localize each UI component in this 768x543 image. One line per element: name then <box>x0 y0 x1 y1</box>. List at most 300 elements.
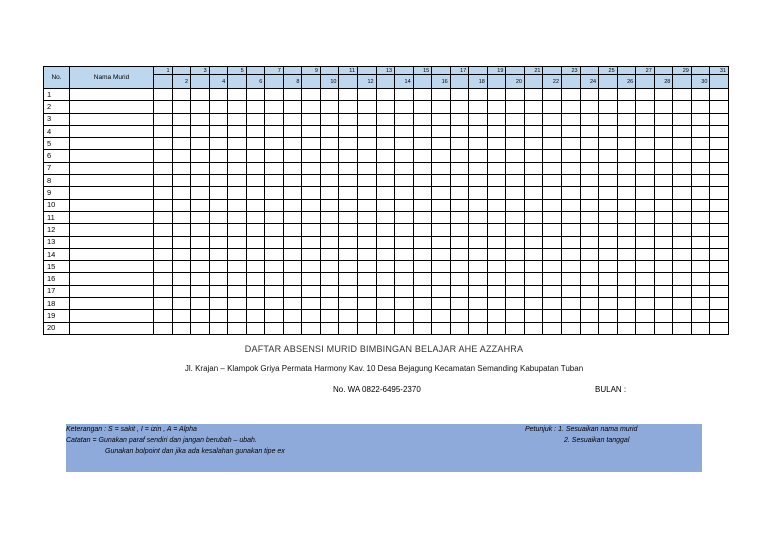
attendance-cell[interactable] <box>358 175 377 187</box>
attendance-cell[interactable] <box>283 175 302 187</box>
attendance-cell[interactable] <box>376 236 395 248</box>
attendance-cell[interactable] <box>209 113 228 125</box>
attendance-cell[interactable] <box>246 187 265 199</box>
attendance-cell[interactable] <box>395 187 414 199</box>
attendance-cell[interactable] <box>691 125 710 137</box>
attendance-cell[interactable] <box>691 89 710 101</box>
attendance-cell[interactable] <box>691 285 710 297</box>
attendance-cell[interactable] <box>654 236 673 248</box>
attendance-cell[interactable] <box>246 113 265 125</box>
attendance-cell[interactable] <box>320 101 339 113</box>
attendance-cell[interactable] <box>154 285 173 297</box>
attendance-cell[interactable] <box>673 113 692 125</box>
attendance-cell[interactable] <box>543 298 562 310</box>
attendance-cell[interactable] <box>506 273 525 285</box>
attendance-cell[interactable] <box>617 298 636 310</box>
attendance-cell[interactable] <box>599 175 618 187</box>
attendance-cell[interactable] <box>450 162 469 174</box>
attendance-cell[interactable] <box>636 162 655 174</box>
attendance-cell[interactable] <box>191 199 210 211</box>
attendance-cell[interactable] <box>562 101 581 113</box>
attendance-cell[interactable] <box>617 150 636 162</box>
attendance-cell[interactable] <box>172 285 191 297</box>
attendance-cell[interactable] <box>358 162 377 174</box>
attendance-cell[interactable] <box>154 261 173 273</box>
attendance-cell[interactable] <box>617 125 636 137</box>
attendance-cell[interactable] <box>654 224 673 236</box>
attendance-cell[interactable] <box>413 101 432 113</box>
attendance-cell[interactable] <box>228 236 247 248</box>
attendance-cell[interactable] <box>191 310 210 322</box>
attendance-cell[interactable] <box>154 150 173 162</box>
attendance-cell[interactable] <box>506 187 525 199</box>
attendance-cell[interactable] <box>320 298 339 310</box>
attendance-cell[interactable] <box>524 285 543 297</box>
attendance-cell[interactable] <box>358 150 377 162</box>
attendance-cell[interactable] <box>358 187 377 199</box>
attendance-cell[interactable] <box>487 138 506 150</box>
attendance-cell[interactable] <box>580 199 599 211</box>
attendance-cell[interactable] <box>710 224 729 236</box>
attendance-cell[interactable] <box>339 187 358 199</box>
attendance-cell[interactable] <box>154 211 173 223</box>
attendance-cell[interactable] <box>302 224 321 236</box>
attendance-cell[interactable] <box>191 125 210 137</box>
attendance-cell[interactable] <box>506 175 525 187</box>
attendance-cell[interactable] <box>228 162 247 174</box>
attendance-cell[interactable] <box>191 298 210 310</box>
attendance-cell[interactable] <box>506 89 525 101</box>
attendance-cell[interactable] <box>617 248 636 260</box>
attendance-cell[interactable] <box>636 199 655 211</box>
attendance-cell[interactable] <box>432 236 451 248</box>
attendance-cell[interactable] <box>487 199 506 211</box>
attendance-cell[interactable] <box>339 175 358 187</box>
attendance-cell[interactable] <box>580 322 599 334</box>
attendance-cell[interactable] <box>599 138 618 150</box>
attendance-cell[interactable] <box>469 211 488 223</box>
attendance-cell[interactable] <box>654 162 673 174</box>
attendance-cell[interactable] <box>691 273 710 285</box>
attendance-cell[interactable] <box>562 211 581 223</box>
attendance-cell[interactable] <box>617 224 636 236</box>
attendance-cell[interactable] <box>265 199 284 211</box>
attendance-cell[interactable] <box>320 138 339 150</box>
attendance-cell[interactable] <box>265 310 284 322</box>
attendance-cell[interactable] <box>710 162 729 174</box>
attendance-cell[interactable] <box>636 138 655 150</box>
attendance-cell[interactable] <box>413 248 432 260</box>
attendance-cell[interactable] <box>413 261 432 273</box>
attendance-cell[interactable] <box>320 211 339 223</box>
attendance-cell[interactable] <box>246 224 265 236</box>
attendance-cell[interactable] <box>469 248 488 260</box>
attendance-cell[interactable] <box>487 224 506 236</box>
attendance-cell[interactable] <box>710 261 729 273</box>
attendance-cell[interactable] <box>209 248 228 260</box>
attendance-cell[interactable] <box>710 187 729 199</box>
attendance-cell[interactable] <box>413 199 432 211</box>
attendance-cell[interactable] <box>487 211 506 223</box>
attendance-cell[interactable] <box>617 101 636 113</box>
attendance-cell[interactable] <box>654 261 673 273</box>
attendance-cell[interactable] <box>246 211 265 223</box>
attendance-cell[interactable] <box>172 273 191 285</box>
attendance-cell[interactable] <box>691 248 710 260</box>
attendance-cell[interactable] <box>209 236 228 248</box>
attendance-cell[interactable] <box>209 89 228 101</box>
attendance-cell[interactable] <box>191 101 210 113</box>
attendance-cell[interactable] <box>506 298 525 310</box>
attendance-cell[interactable] <box>673 285 692 297</box>
attendance-cell[interactable] <box>413 175 432 187</box>
attendance-cell[interactable] <box>524 236 543 248</box>
attendance-cell[interactable] <box>209 199 228 211</box>
attendance-cell[interactable] <box>395 162 414 174</box>
attendance-cell[interactable] <box>543 113 562 125</box>
attendance-cell[interactable] <box>580 224 599 236</box>
attendance-cell[interactable] <box>487 310 506 322</box>
attendance-cell[interactable] <box>376 162 395 174</box>
student-name-cell[interactable] <box>70 187 154 199</box>
attendance-cell[interactable] <box>599 273 618 285</box>
attendance-cell[interactable] <box>154 175 173 187</box>
attendance-cell[interactable] <box>487 125 506 137</box>
attendance-cell[interactable] <box>487 150 506 162</box>
student-name-cell[interactable] <box>70 125 154 137</box>
attendance-cell[interactable] <box>636 261 655 273</box>
attendance-cell[interactable] <box>580 261 599 273</box>
attendance-cell[interactable] <box>358 248 377 260</box>
attendance-cell[interactable] <box>302 187 321 199</box>
attendance-cell[interactable] <box>599 199 618 211</box>
attendance-cell[interactable] <box>376 285 395 297</box>
attendance-cell[interactable] <box>302 261 321 273</box>
attendance-cell[interactable] <box>710 298 729 310</box>
attendance-cell[interactable] <box>191 236 210 248</box>
student-name-cell[interactable] <box>70 138 154 150</box>
attendance-cell[interactable] <box>395 125 414 137</box>
attendance-cell[interactable] <box>599 322 618 334</box>
student-name-cell[interactable] <box>70 273 154 285</box>
attendance-cell[interactable] <box>172 298 191 310</box>
attendance-cell[interactable] <box>320 187 339 199</box>
attendance-cell[interactable] <box>432 101 451 113</box>
attendance-cell[interactable] <box>246 101 265 113</box>
attendance-cell[interactable] <box>358 224 377 236</box>
attendance-cell[interactable] <box>654 187 673 199</box>
attendance-cell[interactable] <box>191 322 210 334</box>
attendance-cell[interactable] <box>673 162 692 174</box>
attendance-cell[interactable] <box>265 236 284 248</box>
attendance-cell[interactable] <box>302 248 321 260</box>
attendance-cell[interactable] <box>376 89 395 101</box>
attendance-cell[interactable] <box>654 89 673 101</box>
attendance-cell[interactable] <box>358 298 377 310</box>
attendance-cell[interactable] <box>246 248 265 260</box>
attendance-cell[interactable] <box>673 310 692 322</box>
attendance-cell[interactable] <box>543 162 562 174</box>
attendance-cell[interactable] <box>265 224 284 236</box>
attendance-cell[interactable] <box>580 211 599 223</box>
attendance-cell[interactable] <box>432 113 451 125</box>
attendance-cell[interactable] <box>469 101 488 113</box>
attendance-cell[interactable] <box>320 89 339 101</box>
attendance-cell[interactable] <box>673 248 692 260</box>
attendance-cell[interactable] <box>432 322 451 334</box>
attendance-cell[interactable] <box>673 101 692 113</box>
attendance-cell[interactable] <box>191 175 210 187</box>
attendance-cell[interactable] <box>302 175 321 187</box>
attendance-cell[interactable] <box>246 273 265 285</box>
attendance-cell[interactable] <box>543 224 562 236</box>
attendance-cell[interactable] <box>450 322 469 334</box>
attendance-cell[interactable] <box>172 248 191 260</box>
attendance-cell[interactable] <box>636 273 655 285</box>
attendance-cell[interactable] <box>710 199 729 211</box>
attendance-cell[interactable] <box>283 199 302 211</box>
attendance-cell[interactable] <box>617 162 636 174</box>
attendance-cell[interactable] <box>246 322 265 334</box>
attendance-cell[interactable] <box>395 89 414 101</box>
attendance-cell[interactable] <box>450 175 469 187</box>
attendance-cell[interactable] <box>654 138 673 150</box>
attendance-cell[interactable] <box>172 101 191 113</box>
attendance-cell[interactable] <box>265 101 284 113</box>
attendance-cell[interactable] <box>636 175 655 187</box>
attendance-cell[interactable] <box>710 138 729 150</box>
attendance-cell[interactable] <box>543 199 562 211</box>
attendance-cell[interactable] <box>469 113 488 125</box>
attendance-cell[interactable] <box>543 322 562 334</box>
attendance-cell[interactable] <box>487 89 506 101</box>
attendance-cell[interactable] <box>191 248 210 260</box>
attendance-cell[interactable] <box>209 101 228 113</box>
attendance-cell[interactable] <box>562 236 581 248</box>
attendance-cell[interactable] <box>302 310 321 322</box>
attendance-cell[interactable] <box>358 322 377 334</box>
attendance-cell[interactable] <box>599 125 618 137</box>
student-name-cell[interactable] <box>70 310 154 322</box>
attendance-cell[interactable] <box>358 211 377 223</box>
attendance-cell[interactable] <box>432 162 451 174</box>
attendance-cell[interactable] <box>395 113 414 125</box>
attendance-cell[interactable] <box>580 113 599 125</box>
attendance-cell[interactable] <box>302 211 321 223</box>
attendance-cell[interactable] <box>358 89 377 101</box>
attendance-cell[interactable] <box>543 125 562 137</box>
attendance-cell[interactable] <box>562 125 581 137</box>
attendance-cell[interactable] <box>432 310 451 322</box>
attendance-cell[interactable] <box>413 211 432 223</box>
attendance-cell[interactable] <box>673 138 692 150</box>
attendance-cell[interactable] <box>228 248 247 260</box>
attendance-cell[interactable] <box>358 113 377 125</box>
attendance-cell[interactable] <box>395 224 414 236</box>
attendance-cell[interactable] <box>265 273 284 285</box>
attendance-cell[interactable] <box>339 89 358 101</box>
attendance-cell[interactable] <box>654 150 673 162</box>
attendance-cell[interactable] <box>191 285 210 297</box>
attendance-cell[interactable] <box>469 175 488 187</box>
student-name-cell[interactable] <box>70 162 154 174</box>
attendance-cell[interactable] <box>469 150 488 162</box>
attendance-cell[interactable] <box>154 162 173 174</box>
attendance-cell[interactable] <box>432 261 451 273</box>
attendance-cell[interactable] <box>432 138 451 150</box>
attendance-cell[interactable] <box>487 298 506 310</box>
attendance-cell[interactable] <box>636 187 655 199</box>
attendance-cell[interactable] <box>432 125 451 137</box>
attendance-cell[interactable] <box>487 248 506 260</box>
attendance-cell[interactable] <box>339 261 358 273</box>
attendance-cell[interactable] <box>302 298 321 310</box>
attendance-cell[interactable] <box>580 298 599 310</box>
attendance-cell[interactable] <box>246 150 265 162</box>
attendance-cell[interactable] <box>524 113 543 125</box>
attendance-cell[interactable] <box>506 310 525 322</box>
attendance-cell[interactable] <box>395 138 414 150</box>
attendance-cell[interactable] <box>487 175 506 187</box>
attendance-cell[interactable] <box>580 236 599 248</box>
attendance-cell[interactable] <box>543 248 562 260</box>
attendance-cell[interactable] <box>358 236 377 248</box>
attendance-cell[interactable] <box>524 310 543 322</box>
attendance-cell[interactable] <box>209 261 228 273</box>
attendance-cell[interactable] <box>172 199 191 211</box>
attendance-cell[interactable] <box>246 199 265 211</box>
attendance-cell[interactable] <box>302 162 321 174</box>
attendance-cell[interactable] <box>265 211 284 223</box>
attendance-cell[interactable] <box>710 273 729 285</box>
attendance-cell[interactable] <box>228 101 247 113</box>
attendance-cell[interactable] <box>599 162 618 174</box>
attendance-cell[interactable] <box>265 322 284 334</box>
attendance-cell[interactable] <box>487 285 506 297</box>
attendance-cell[interactable] <box>617 138 636 150</box>
attendance-cell[interactable] <box>283 211 302 223</box>
attendance-cell[interactable] <box>376 224 395 236</box>
attendance-cell[interactable] <box>228 322 247 334</box>
attendance-cell[interactable] <box>246 285 265 297</box>
attendance-cell[interactable] <box>320 310 339 322</box>
attendance-cell[interactable] <box>154 248 173 260</box>
attendance-cell[interactable] <box>191 89 210 101</box>
attendance-cell[interactable] <box>469 199 488 211</box>
attendance-cell[interactable] <box>450 101 469 113</box>
attendance-cell[interactable] <box>506 236 525 248</box>
attendance-cell[interactable] <box>339 322 358 334</box>
attendance-cell[interactable] <box>506 150 525 162</box>
attendance-cell[interactable] <box>617 187 636 199</box>
attendance-cell[interactable] <box>691 298 710 310</box>
attendance-cell[interactable] <box>209 125 228 137</box>
attendance-cell[interactable] <box>450 310 469 322</box>
attendance-cell[interactable] <box>283 89 302 101</box>
attendance-cell[interactable] <box>710 310 729 322</box>
attendance-cell[interactable] <box>599 298 618 310</box>
attendance-cell[interactable] <box>283 101 302 113</box>
student-name-cell[interactable] <box>70 236 154 248</box>
attendance-cell[interactable] <box>302 285 321 297</box>
attendance-cell[interactable] <box>562 187 581 199</box>
attendance-cell[interactable] <box>265 150 284 162</box>
attendance-cell[interactable] <box>302 150 321 162</box>
attendance-cell[interactable] <box>636 150 655 162</box>
attendance-cell[interactable] <box>636 298 655 310</box>
attendance-cell[interactable] <box>562 261 581 273</box>
attendance-cell[interactable] <box>599 101 618 113</box>
attendance-cell[interactable] <box>302 101 321 113</box>
attendance-cell[interactable] <box>376 248 395 260</box>
attendance-cell[interactable] <box>710 175 729 187</box>
attendance-cell[interactable] <box>562 298 581 310</box>
attendance-cell[interactable] <box>636 322 655 334</box>
attendance-cell[interactable] <box>580 125 599 137</box>
attendance-cell[interactable] <box>617 322 636 334</box>
attendance-cell[interactable] <box>543 150 562 162</box>
attendance-cell[interactable] <box>302 89 321 101</box>
attendance-cell[interactable] <box>506 285 525 297</box>
attendance-cell[interactable] <box>172 236 191 248</box>
attendance-cell[interactable] <box>506 101 525 113</box>
attendance-cell[interactable] <box>228 150 247 162</box>
attendance-cell[interactable] <box>673 150 692 162</box>
attendance-cell[interactable] <box>376 310 395 322</box>
attendance-cell[interactable] <box>320 273 339 285</box>
attendance-cell[interactable] <box>283 322 302 334</box>
attendance-cell[interactable] <box>413 187 432 199</box>
attendance-cell[interactable] <box>580 273 599 285</box>
attendance-cell[interactable] <box>673 298 692 310</box>
attendance-cell[interactable] <box>172 150 191 162</box>
attendance-cell[interactable] <box>469 224 488 236</box>
attendance-cell[interactable] <box>283 138 302 150</box>
attendance-cell[interactable] <box>487 236 506 248</box>
attendance-cell[interactable] <box>432 211 451 223</box>
attendance-cell[interactable] <box>302 273 321 285</box>
attendance-cell[interactable] <box>320 236 339 248</box>
attendance-cell[interactable] <box>283 298 302 310</box>
attendance-cell[interactable] <box>283 224 302 236</box>
attendance-cell[interactable] <box>654 175 673 187</box>
attendance-cell[interactable] <box>469 261 488 273</box>
attendance-cell[interactable] <box>339 211 358 223</box>
attendance-cell[interactable] <box>265 138 284 150</box>
attendance-cell[interactable] <box>154 236 173 248</box>
attendance-cell[interactable] <box>302 236 321 248</box>
attendance-cell[interactable] <box>283 113 302 125</box>
student-name-cell[interactable] <box>70 113 154 125</box>
attendance-cell[interactable] <box>172 125 191 137</box>
attendance-cell[interactable] <box>172 113 191 125</box>
attendance-cell[interactable] <box>154 224 173 236</box>
attendance-cell[interactable] <box>172 322 191 334</box>
attendance-cell[interactable] <box>487 101 506 113</box>
attendance-cell[interactable] <box>209 310 228 322</box>
attendance-cell[interactable] <box>376 101 395 113</box>
attendance-cell[interactable] <box>209 224 228 236</box>
attendance-cell[interactable] <box>339 101 358 113</box>
attendance-cell[interactable] <box>580 248 599 260</box>
attendance-cell[interactable] <box>376 261 395 273</box>
attendance-cell[interactable] <box>580 285 599 297</box>
attendance-cell[interactable] <box>673 211 692 223</box>
attendance-cell[interactable] <box>487 261 506 273</box>
attendance-cell[interactable] <box>265 298 284 310</box>
attendance-cell[interactable] <box>376 199 395 211</box>
attendance-cell[interactable] <box>524 175 543 187</box>
